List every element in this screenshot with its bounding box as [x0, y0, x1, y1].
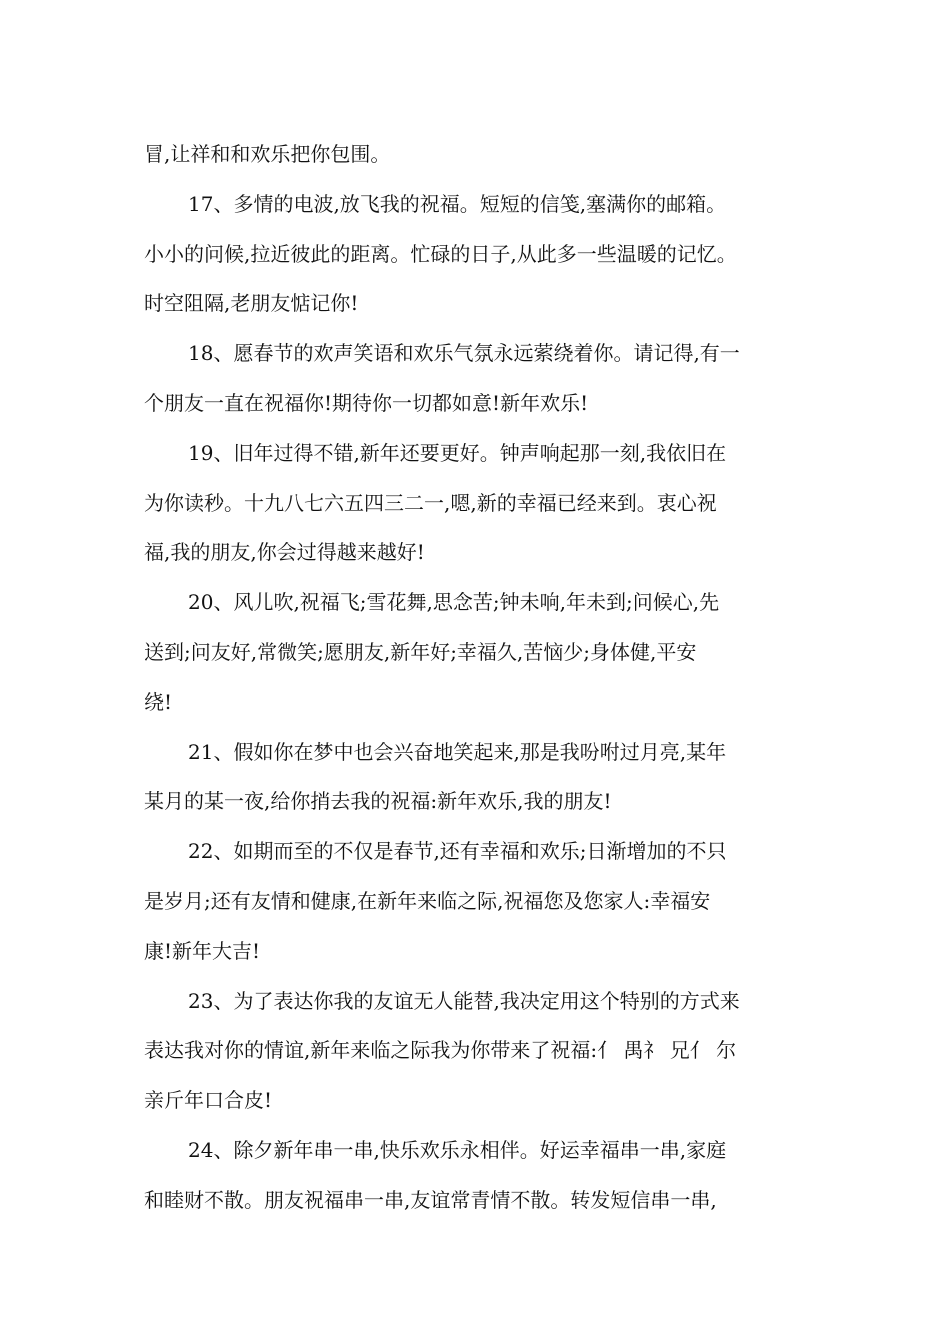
text-line: 20、风儿吹,祝福飞;雪花舞,思念苦;钟未响,年未到;问候心,先 [188, 590, 720, 615]
paragraph-p20 [144, 578, 810, 727]
paragraph-p23 [144, 977, 810, 1126]
paragraph-p16-end [144, 130, 810, 180]
text-line: 23、为了表达你我的友谊无人能替,我决定用这个特别的方式来 [188, 988, 740, 1013]
text-line: 24、除夕新年串一串,快乐欢乐永相伴。好运幸福串一串,家庭 [188, 1137, 727, 1162]
paragraph-p19 [144, 429, 810, 578]
text-line: 为你读秒。十九八七六五四三二一,嗯,新的幸福已经来到。衷心祝 [144, 490, 717, 515]
text-line: 17、多情的电波,放飞我的祝福。短短的信笺,塞满你的邮箱。 [188, 191, 727, 216]
text-line: 某月的某一夜,给你捎去我的祝福:新年欢乐,我的朋友! [144, 789, 612, 814]
text-line: 个朋友一直在祝福你!期待你一切都如意!新年欢乐! [144, 390, 589, 415]
paragraph-p24 [144, 1126, 810, 1226]
text-line: 表达我对你的情谊,新年来临之际我为你带来了祝福:亻 禺礻 兄亻 尔 [144, 1038, 737, 1063]
text-line: 康!新年大吉! [144, 938, 261, 963]
text-line: 冒,让祥和和欢乐把你包围。 [144, 142, 391, 166]
text-line: 送到;问友好,常微笑;愿朋友,新年好;幸福久,苦恼少;身体健,平安 [144, 639, 697, 664]
text-line: 亲斤年口合皮! [144, 1088, 273, 1113]
text-line: 福,我的朋友,你会过得越来越好! [144, 540, 425, 565]
text-line: 和睦财不散。朋友祝福串一串,友谊常青情不散。转发短信串一串, [144, 1187, 717, 1212]
paragraph-p22 [144, 827, 810, 976]
text-line: 21、假如你在梦中也会兴奋地笑起来,那是我吩咐过月亮,某年 [188, 739, 727, 764]
paragraph-p21 [144, 728, 810, 828]
text-line: 时空阻隔,老朋友惦记你! [144, 291, 359, 316]
text-line: 绕! [144, 689, 173, 714]
paragraph-p17 [144, 180, 810, 329]
text-line: 小小的问候,拉近彼此的距离。忙碌的日子,从此多一些温暖的记忆。 [144, 241, 737, 266]
text-line: 是岁月;还有友情和健康,在新年来临之际,祝福您及您家人:幸福安 [144, 888, 711, 913]
body-text [144, 130, 810, 1226]
paragraph-p18 [144, 329, 810, 429]
text-line: 18、愿春节的欢声笑语和欢乐气氛永远萦绕着你。请记得,有一 [188, 341, 740, 366]
text-line: 22、如期而至的不仅是春节,还有幸福和欢乐;日渐增加的不只 [188, 839, 727, 864]
text-line: 19、旧年过得不错,新年还要更好。钟声响起那一刻,我依旧在 [188, 440, 727, 465]
